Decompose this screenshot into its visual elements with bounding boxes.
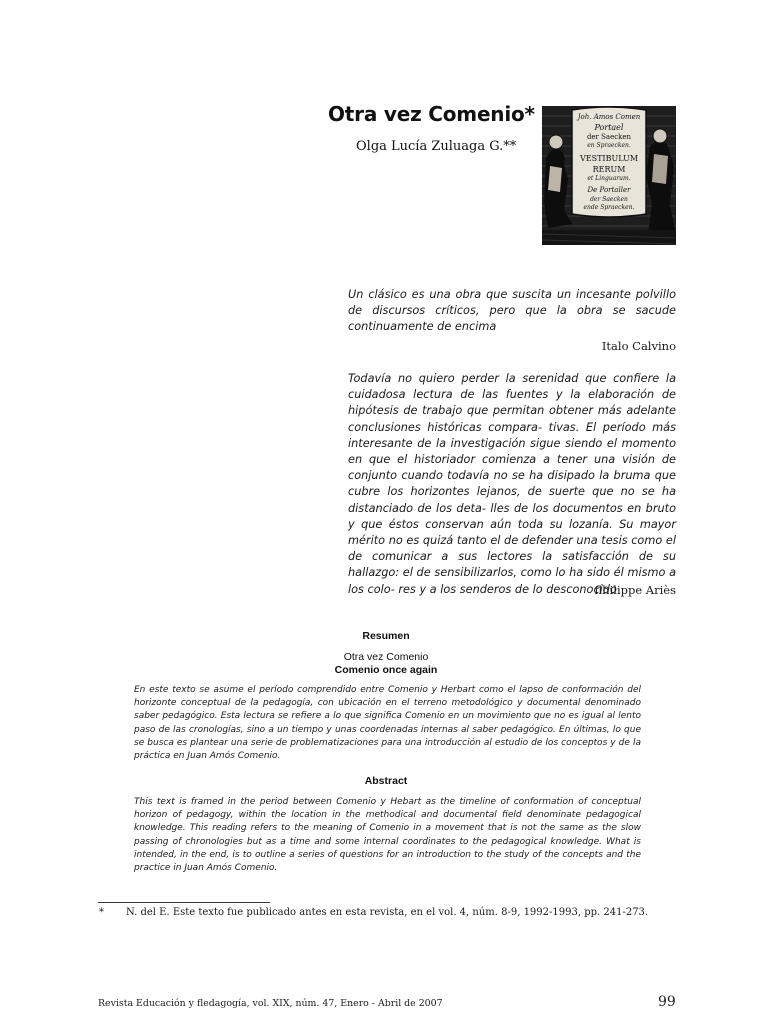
footnote-marker: *: [99, 907, 104, 918]
svg-text:De Portaller: De Portaller: [587, 186, 631, 194]
article-title: Otra vez Comenio*: [328, 102, 535, 126]
journal-footer: Revista Educación y fledagogía, vol. XIX, núm. 47, Enero - Abril de 2007: [98, 998, 443, 1009]
svg-text:der Saecken: der Saecken: [590, 196, 628, 203]
resumen-body: En este texto se asume el período comprendido entre Comenio y Herbart como el lapso de conformación del horizonte conceptual de la pedagogía, con ubicación en el terreno metodológico y documental denominado saber pedagógico. Esta lectura se refiere a lo que significa Comenio en un movimiento que no es igual al lento paso de las cronologías, sino a un tiempo y unas coordenadas internas al saber pedagógico. En últimas, lo que se busca es plantear una serie de problematizaciones para una introducción al estudio de los conceptos y de la práctica en Juan Amós Comenio.: [134, 685, 641, 762]
svg-text:VESTIBULUM: VESTIBULUM: [579, 154, 639, 163]
abstract-heading: Abstract: [364, 775, 408, 787]
svg-text:et Linguarum.: et Linguarum.: [587, 175, 631, 182]
svg-text:RERUM: RERUM: [592, 165, 626, 174]
resumen-title-english: Comenio once again: [334, 664, 438, 676]
epigraph-attribution-aries: flhilippe Ariès: [594, 583, 676, 597]
svg-text:der Saecken: der Saecken: [586, 133, 632, 141]
svg-text:ende Spraecken.: ende Spraecken.: [583, 204, 635, 211]
page-number: 99: [658, 994, 676, 1010]
cut-off-footnote-line: [98, 924, 658, 927]
author-name: Olga Lucía Zuluaga G.**: [356, 139, 517, 154]
footnote-text: N. del E. Este texto fue publicado antes en esta revista, en el vol. 4, núm. 8-9, 1992-1993, pp. 241-273.: [126, 907, 649, 918]
svg-text:Joh. Amos Comen: Joh. Amos Comen: [577, 113, 641, 121]
svg-text:en Spraecken.: en Spraecken.: [587, 142, 631, 149]
footnote-divider: [98, 902, 270, 903]
book-cover-engraving-icon: [542, 106, 676, 245]
abstract-body: This text is framed in the period between Comenio y Hebart as the timeline of conformation of conceptual horizon of pedagogy, within the location in the methodical and documental field denominate pedagogical knowledge. This reading refers to the meaning of Comenio in a movement that is not the same as the slow passing of chronologies but as a time and some internal coordinates to the pedagogical knowledge. What is intended, in the end, is to outline a series of questions for an introduction to the study of the concepts and the practice in Juan Amós Comenio.: [134, 797, 641, 874]
epigraph-calvino: Un clásico es una obra que suscita un incesante polvillo de discursos críticos, pero que la obra se sacude continuamente de encima: [348, 288, 676, 334]
resumen-heading: Resumen: [362, 630, 410, 642]
resumen-title-spanish: Otra vez Comenio: [343, 651, 429, 663]
svg-text:Portael: Portael: [594, 123, 624, 132]
epigraph-attribution-calvino: Italo Calvino: [601, 339, 676, 353]
epigraph-aries: Todavía no quiero perder la serenidad que confiere la cuidadosa lectura de las fuentes y la elaboración de hipótesis de trabajo que permitan obtener más adelante conclusiones históricas compara- tivas. El período más interesante de la investigación sigue siendo el momento en que el historiador comienza a tener una visión de conjunto cuando todavía no se ha disipado la bruma que cubre los horizontes lejanos, de suerte que no se ha distanciado de los deta- lles de los documentos en bruto y que éstos conservan aún toda su lozanía. Su mayor mérito no es quizá tanto el de defender una tesis como el de comunicar a sus lectores la satisfacción de su hallazgo: el de sensibilizarlos, como lo ha sido él mismo a los colo- res y a los senderos de lo desconocido: [348, 372, 676, 596]
